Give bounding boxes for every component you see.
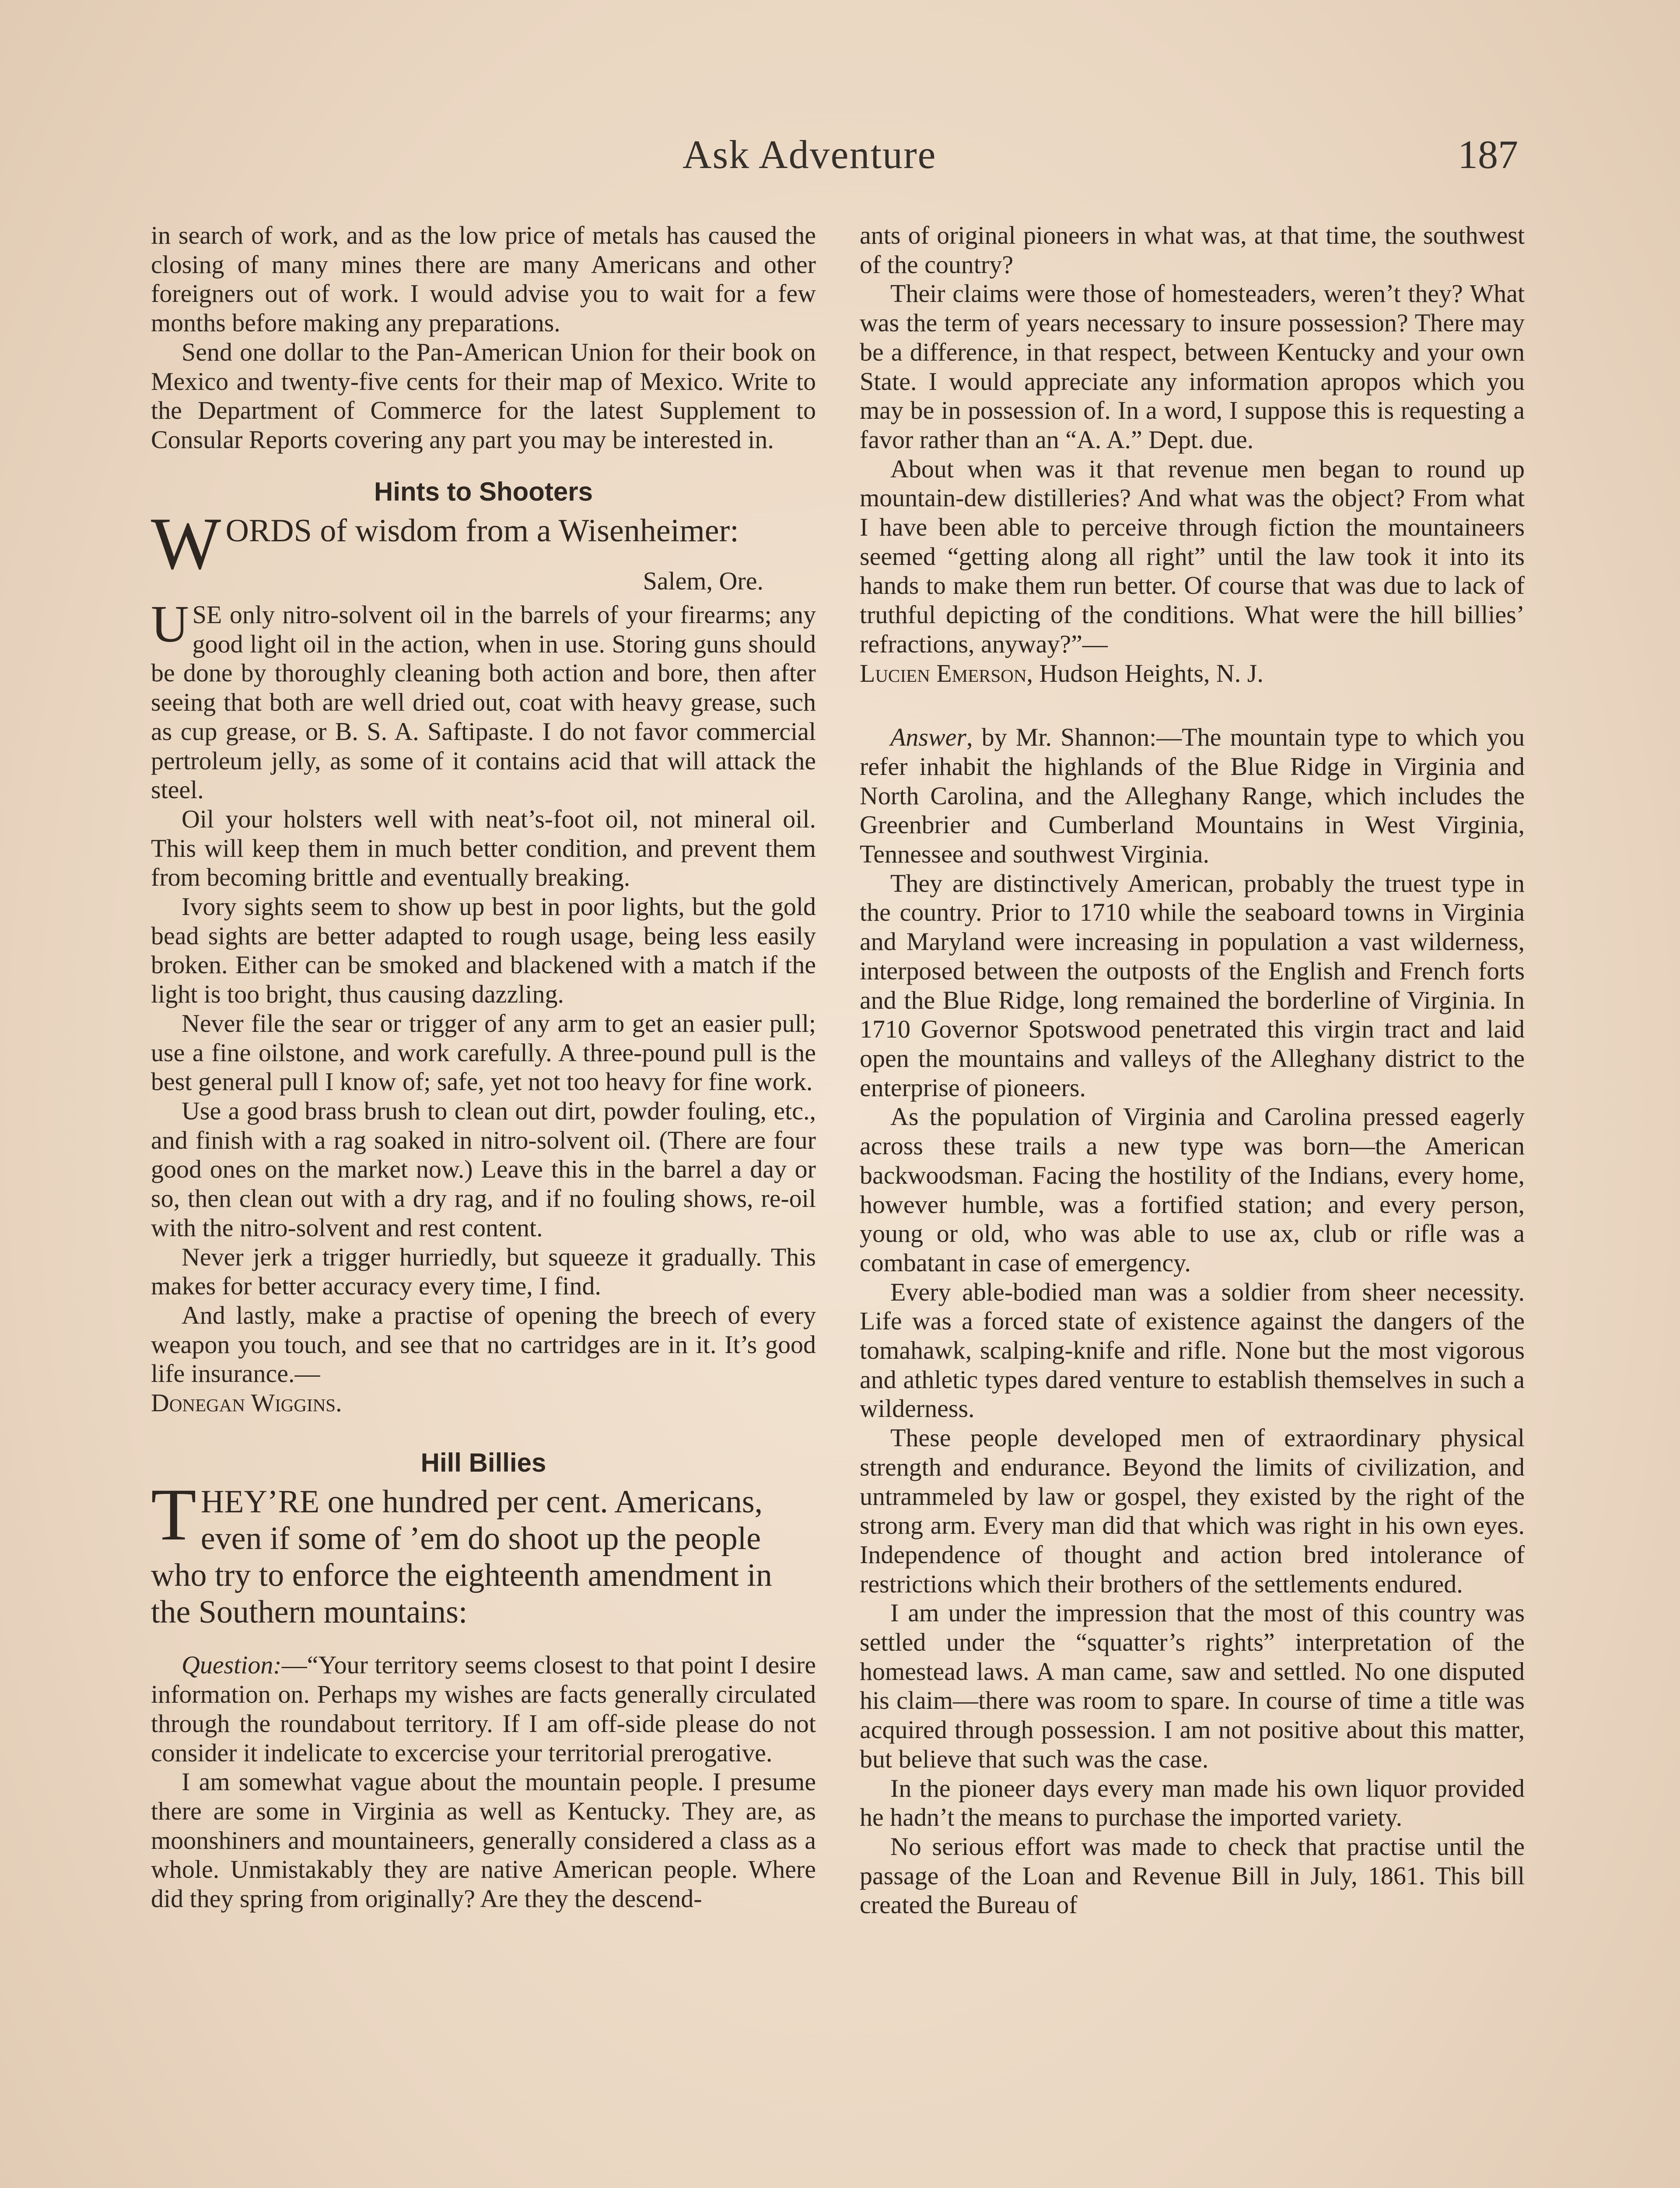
signature: Donegan Wiggins. [151,1389,342,1417]
paragraph: Use a good brass brush to clean out dirt, powder fouling, etc., and finish with a rag soaked in nitro-solvent oil. (There are four good ones on the market now.) Leave this in the barrel a day or so, then clean out with a dry rag, and if no fouling shows, re-oil with the nitro-solvent and rest content. [151,1096,816,1242]
spacer [151,1630,816,1651]
page-number: 187 [1458,132,1518,177]
signature: Lucien Emerson [860,659,1027,687]
running-header-title: Ask Adventure [682,132,937,177]
paragraph: Send one dollar to the Pan-American Union for their book on Mexico and twenty-five cents for their map of Mexico. Write to the Department of Commerce for the latest Supplement to Consular Reports covering any part you may be interested in. [151,337,816,454]
paragraph: Answer, by Mr. Shannon:—The mountain type to which you refer inhabit the highlands of the Blue Ridge in Virginia and North Carolina, and the Alleghany Range, which includes the Greenbrier and Cumberland Mountains in West Virginia, Tennessee and southwest Virginia. [860,723,1525,869]
paragraph: Oil your holsters well with neat’s-foot oil, not mineral oil. This will keep them in much better condition, and prevent them from becoming brittle and eventually breaking. [151,804,816,892]
question-label: Question: [182,1651,282,1680]
section-lead [151,1473,816,1630]
paragraph: About when was it that revenue men began to round up mountain-dew distilleries? And what was the object? From what I have been able to perceive through fiction the mountaineers seemed “getting along all right” until the law took it into its hands to make them run better. Of course that was due to lack of truthful depicting of the conditions. What were the hill billies’ refractions, anyway?”— Lucien Emerson, Hudson Heights, N. J. [860,454,1525,687]
lead-text: HEY’RE one hundred per cent. Americans, even if some of ’em do shoot up the people who try to enforce the eighteenth amendment in the Southern mountains: [151,1484,772,1630]
paragraph: Every able-bodied man was a soldier from sheer necessity. Life was a forced state of existence against the dangers of the tomahawk, scalping-knife and rifle. None but the most vigorous and athletic types dared venture to establish themselves in such a wilderness. [860,1277,1525,1423]
paragraph: Never file the sear or trigger of any arm to get an easier pull; use a fine oilstone, and work carefully. A three-pound pull is the best general pull I know of; safe, yet not too heavy for fine work. [151,1009,816,1096]
lead-text: ORDS of wisdom from a Wisenheimer: [225,513,739,549]
drop-cap: W [151,502,221,585]
spacer [860,688,1525,723]
drop-cap: T [151,1473,196,1556]
paragraph: Never jerk a trigger hurriedly, but squeeze it gradually. This makes for better accuracy every time, I find. [151,1242,816,1301]
paragraph: I am under the impression that the most of this country was settled under the “squatter’s rights” interpretation of the homestead laws. A man came, saw and settled. No one disputed his claim—there was room to spare. In course of time a title was acquired through possession. I am not positive about this matter, but believe that such was the case. [860,1599,1525,1773]
drop-cap: U [151,595,189,653]
answer-label: Answer [890,723,966,752]
paragraph: Ivory sights seem to show up best in poor lights, but the gold bead sights are better adapted to rough usage, being less easily broken. Either can be smoked and blackened with a match if the light is too bright, thus causing dazzling. [151,892,816,1009]
left-column [151,221,816,1914]
paragraph: USE only nitro-solvent oil in the barrels of your firearms; any good light oil in the action, when in use. Storing guns should be done by thoroughly cleaning both action and bore, then after seeing that both are well dried out, coat with heavy grease, such as cup grease, or B. S. A. Saftipaste. I do not favor commercial pertroleum jelly, as some of it contains acid that will attack the steel. [151,595,816,804]
paragraph: in search of work, and as the low price of metals has caused the closing of many mines there are many Americans and other foreigners out of work. I would advise you to wait for a few months before making any preparations. [151,221,816,337]
paragraph: Question:—“Your territory seems closest to that point I desire information on. Perhaps my wishes are facts generally circulated through the roundabout territory. If I am off-side please do not consider it indelicate to excercise your territorial prerogative. [151,1651,816,1767]
paragraph: In the pioneer days every man made his own liquor provided he hadn’t the means to purchase the imported variety. [860,1774,1525,1832]
section-heading-hints-to-shooters: Hints to Shooters [374,477,593,506]
dateline: Salem, Ore. [643,567,763,596]
section-heading-hill-billies: Hill Billies [420,1448,546,1477]
paragraph: No serious effort was made to check that practise until the passage of the Loan and Revenue Bill in July, 1861. This bill created the Bureau of [860,1832,1525,1919]
paragraph: And lastly, make a practise of opening the breech of every weapon you touch, and see that no cartridges are in it. It’s good life insurance.— Donegan Wiggins. [151,1301,816,1417]
paragraph: They are distinctively American, probably the truest type in the country. Prior to 1710 while the seaboard towns in Virginia and Maryland were increasing in population a vast wilderness, interposed between the outposts of the English and French forts and the Blue Ridge, long remained the borderline of Virginia. In 1710 Governor Spotswood penetrated this virgin tract and laid open the mountains and valleys of the Alleghany district to the enterprise of pioneers. [860,869,1525,1102]
paragraph: These people developed men of extraordinary physical strength and endurance. Beyond the limits of civilization, and untrammeled by law or gospel, they existed by the right of the strong arm. Every man did that which was right in his own eyes. Independence of thought and action bred intolerance of restrictions which their brothers of the settlements endured. [860,1424,1525,1598]
right-column [860,221,1525,1920]
paragraph: As the population of Virginia and Carolina pressed eagerly across these trails a new type was born—the American backwoodsman. Facing the hostility of the Indians, every home, however humble, was a fortified station; and every person, young or old, who was able to use ax, club or rifle was a combatant in case of emergency. [860,1102,1525,1277]
paragraph: I am somewhat vague about the mountain people. I presume there are some in Virginia as well as Kentucky. They are, as moonshiners and mountaineers, generally considered a class as a whole. Unmistakably they are native American people. Where did they spring from originally? Are they the descend- [151,1767,816,1913]
paragraph: ants of original pioneers in what was, at that time, the southwest of the country? [860,221,1525,279]
paragraph: Their claims were those of homesteaders, weren’t they? What was the term of years necessary to insure possession? There may be a difference, in that respect, between Kentucky and your own State. I would appreciate any information apropos which you may be in possession of. In a word, I suppose this is requesting a favor rather than an “A. A.” Dept. due. [860,279,1525,454]
